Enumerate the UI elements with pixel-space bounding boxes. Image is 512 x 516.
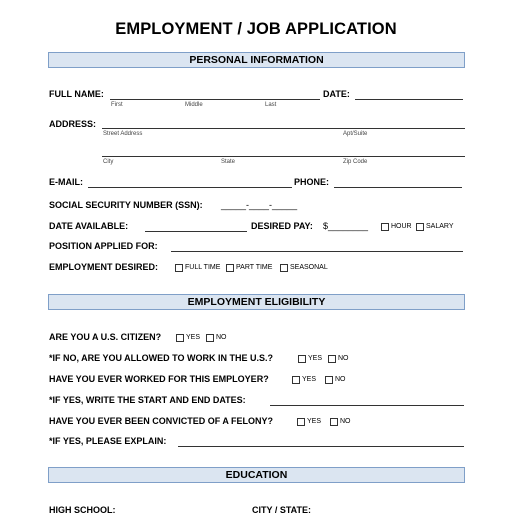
city-state-label: CITY / STATE: [252, 505, 312, 515]
work-auth-yes-label: YES [308, 355, 323, 362]
middle-sublabel: Middle [185, 102, 203, 108]
seasonal-option[interactable] [280, 262, 328, 273]
start-end-dates-field[interactable] [270, 405, 464, 406]
felony-explain-label: *IF YES, PLEASE EXPLAIN: [49, 436, 167, 446]
felony-no-option[interactable] [330, 416, 351, 427]
email-field[interactable] [88, 187, 292, 188]
full-time-checkbox[interactable] [175, 264, 183, 272]
work-auth-yes-checkbox[interactable] [298, 355, 306, 363]
felony-no-label: NO [340, 418, 351, 425]
city-state-zip-field[interactable] [102, 156, 465, 157]
felony-yes-option[interactable] [297, 416, 321, 427]
hour-checkbox[interactable] [381, 223, 389, 231]
full-time-label: FULL TIME [185, 264, 221, 271]
page-title: EMPLOYMENT / JOB APPLICATION [115, 20, 397, 38]
date-available-field[interactable] [145, 231, 247, 232]
street-address-field[interactable] [102, 128, 465, 129]
felony-question: HAVE YOU EVER BEEN CONVICTED OF A FELONY? [49, 416, 274, 426]
first-sublabel: First [111, 102, 123, 108]
salary-option[interactable] [416, 221, 454, 232]
citizen-yes-label: YES [186, 334, 201, 341]
part-time-checkbox[interactable] [226, 264, 234, 272]
worked-before-yes-label: YES [302, 376, 317, 383]
work-authorization-question: *IF NO, ARE YOU ALLOWED TO WORK IN THE U.S.? [49, 353, 274, 363]
hour-option[interactable] [381, 221, 412, 232]
date-field[interactable] [355, 99, 463, 100]
full-time-option[interactable] [175, 262, 220, 273]
street-sublabel: Street Address [103, 131, 143, 137]
felony-yes-checkbox[interactable] [297, 418, 305, 426]
date-label: DATE: [323, 89, 350, 99]
worked-before-yes-checkbox[interactable] [292, 376, 300, 384]
phone-label: PHONE: [294, 177, 330, 187]
citizen-question: ARE YOU A U.S. CITIZEN? [49, 332, 162, 342]
salary-checkbox[interactable] [416, 223, 424, 231]
felony-no-checkbox[interactable] [330, 418, 338, 426]
ssn-label: SOCIAL SECURITY NUMBER (SSN): [49, 200, 203, 210]
worked-before-no-option[interactable] [325, 374, 346, 385]
hour-label: HOUR [391, 223, 412, 230]
worked-before-yes-option[interactable] [292, 374, 316, 385]
citizen-no-label: NO [216, 334, 227, 341]
work-auth-no-option[interactable] [328, 353, 349, 364]
date-available-label: DATE AVAILABLE: [49, 221, 129, 231]
start-end-dates-question: *IF YES, WRITE THE START AND END DATES: [49, 395, 246, 405]
position-label: POSITION APPLIED FOR: [49, 241, 158, 251]
citizen-no-option[interactable] [206, 332, 227, 343]
citizen-yes-option[interactable] [176, 332, 200, 343]
worked-before-no-checkbox[interactable] [325, 376, 333, 384]
full-name-field[interactable] [110, 99, 320, 100]
salary-label: SALARY [426, 223, 454, 230]
part-time-option[interactable] [226, 262, 272, 273]
seasonal-checkbox[interactable] [280, 264, 288, 272]
felony-explain-field[interactable] [178, 446, 464, 447]
desired-pay-label: DESIRED PAY: [251, 221, 313, 231]
section-header-personal: PERSONAL INFORMATION [48, 52, 465, 68]
section-header-education: EDUCATION [48, 467, 465, 483]
employment-desired-label: EMPLOYMENT DESIRED: [49, 262, 159, 272]
ssn-field[interactable]: _____-____-_____ [221, 200, 298, 210]
worked-before-no-label: NO [335, 376, 346, 383]
zip-sublabel: Zip Code [343, 159, 368, 165]
position-field[interactable] [171, 251, 463, 252]
state-sublabel: State [221, 159, 236, 165]
phone-field[interactable] [334, 187, 462, 188]
part-time-label: PART TIME [236, 264, 273, 271]
apt-sublabel: Apt/Suite [343, 131, 368, 137]
work-auth-no-label: NO [338, 355, 349, 362]
citizen-yes-checkbox[interactable] [176, 334, 184, 342]
work-auth-no-checkbox[interactable] [328, 355, 336, 363]
worked-before-question: HAVE YOU EVER WORKED FOR THIS EMPLOYER? [49, 374, 269, 384]
citizen-no-checkbox[interactable] [206, 334, 214, 342]
felony-yes-label: YES [307, 418, 322, 425]
full-name-label: FULL NAME: [49, 89, 104, 99]
section-header-eligibility: EMPLOYMENT ELIGIBILITY [48, 294, 465, 310]
desired-pay-field[interactable]: $________ [323, 221, 369, 231]
work-auth-yes-option[interactable] [298, 353, 322, 364]
city-sublabel: City [103, 159, 114, 165]
high-school-label: HIGH SCHOOL: [49, 505, 116, 515]
seasonal-label: SEASONAL [290, 264, 328, 271]
last-sublabel: Last [265, 102, 277, 108]
address-label: ADDRESS: [49, 119, 97, 129]
email-label: E-MAIL: [49, 177, 83, 187]
